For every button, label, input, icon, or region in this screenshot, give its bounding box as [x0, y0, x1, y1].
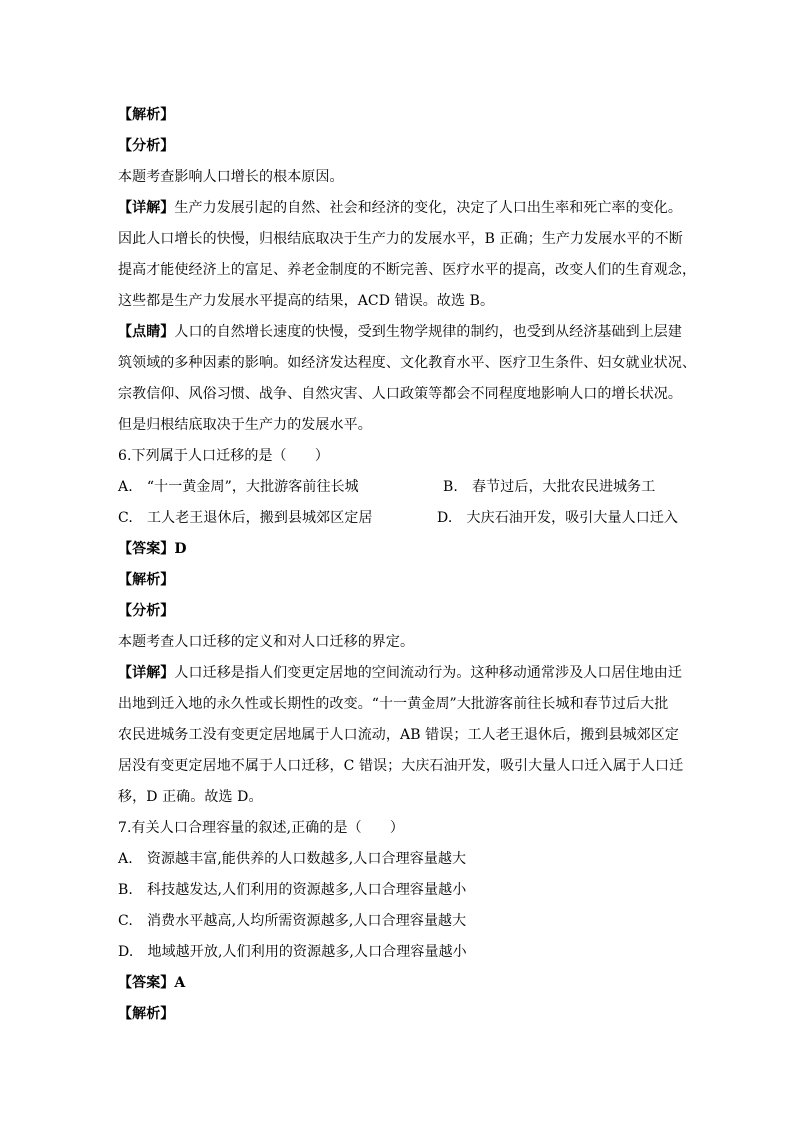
q6-answer: 【答案】D [118, 541, 187, 557]
q6-stem: 6.下列属于人口迁移的是（ ） [118, 448, 329, 464]
q6-options-row-1 [118, 472, 678, 503]
q6-option-d: D. 大庆石油开发，吸引大量人口迁入 [437, 510, 678, 526]
q6-option-b: B. 春节过后，大批农民进城务工 [443, 479, 656, 495]
q6-detail-line-4: 居没有变更定居地不属于人口迁移，C 错误；大庆石油开发，吸引大量人口迁入属于人口迁 [118, 758, 684, 774]
q6-detail-tag: 【详解】 [118, 665, 175, 681]
q6-detail-line-3: 农民进城务工没有变更定居地属于人口流动，AB 错误；工人老王退休后，搬到县城郊区定 [118, 727, 679, 743]
q6-option-c: C. 工人老王退休后，搬到县城郊区定居 [118, 510, 373, 526]
q6-detail-line-2: 出地到迁入地的永久性或长期性的改变。“十一黄金周”大批游客前往长城和春节过后大批 [118, 696, 669, 712]
q6-option-a: A. “十一黄金周”，大批游客前往长城 [118, 479, 359, 495]
q6-detail-text-1: 人口迁移是指人们变更定居地的空间流动行为。这种移动通常涉及人口居住地由迁 [174, 665, 683, 681]
q7-answer: 【答案】A [118, 975, 186, 991]
q5-analysis: 本题考查影响人口增长的根本原因。 [118, 169, 344, 185]
q6-analysis: 本题考查人口迁移的定义和对人口迁移的界定。 [118, 634, 415, 650]
q6-fenxi-heading: 【分析】 [118, 603, 175, 619]
q5-fenxi-heading: 【分析】 [118, 138, 175, 154]
q5-tip-tag: 【点睛】 [118, 324, 175, 340]
q5-detail-line-2: 因此人口增长的快慢，归根结底取决于生产力的发展水平，B 正确；生产力发展水平的不断 [118, 231, 683, 247]
q6-options-row-2 [118, 503, 678, 534]
q5-detail-line-1 [118, 193, 683, 224]
q7-option-a: A. 资源越丰富,能供养的人口数越多,人口合理容量越大 [118, 851, 467, 867]
q7-jiexi-heading: 【解析】 [118, 1006, 175, 1022]
q7-option-c: C. 消费水平越高,人均所需资源越多,人口合理容量越大 [118, 913, 467, 929]
q5-detail-tag: 【详解】 [118, 200, 175, 216]
q7-option-b: B. 科技越发达,人们利用的资源越多,人口合理容量越小 [118, 882, 467, 898]
q6-detail-line-5: 移，D 正确。故选 D。 [118, 789, 263, 805]
q5-tip-line-3: 宗教信仰、风俗习惯、战争、自然灾害、人口政策等都会不同程度地影响人口的增长状况。 [118, 386, 682, 402]
q5-tip-line-4: 但是归根结底取决于生产力的发展水平。 [118, 417, 372, 433]
q5-tip-line-2: 筑领域的多种因素的影响。如经济发达程度、文化教育水平、医疗卫生条件、妇女就业状况、 [118, 355, 697, 371]
q5-tip-text-1: 人口的自然增长速度的快慢，受到生物学规律的制约，也受到从经济基础到上层建 [174, 324, 683, 340]
q5-jiexi-heading: 【解析】 [118, 107, 175, 123]
q5-detail-text-1: 生产力发展引起的自然、社会和经济的变化，决定了人口出生率和死亡率的变化。 [174, 200, 683, 216]
q5-detail-line-4: 这些都是生产力发展水平提高的结果，ACD 错误。故选 B。 [118, 293, 495, 309]
q6-detail-line-1 [118, 658, 683, 689]
q6-jiexi-heading: 【解析】 [118, 572, 175, 588]
q7-stem: 7.有关人口合理容量的叙述,正确的是（ ） [118, 820, 405, 836]
q5-detail-line-3: 提高才能使经济上的富足、养老金制度的不断完善、医疗水平的提高，改变人们的生育观念， [118, 262, 697, 278]
q5-tip-line-1 [118, 317, 683, 348]
document-page [118, 100, 697, 1030]
q7-option-d: D. 地域越开放,人们利用的资源越多,人口合理容量越小 [118, 944, 467, 960]
